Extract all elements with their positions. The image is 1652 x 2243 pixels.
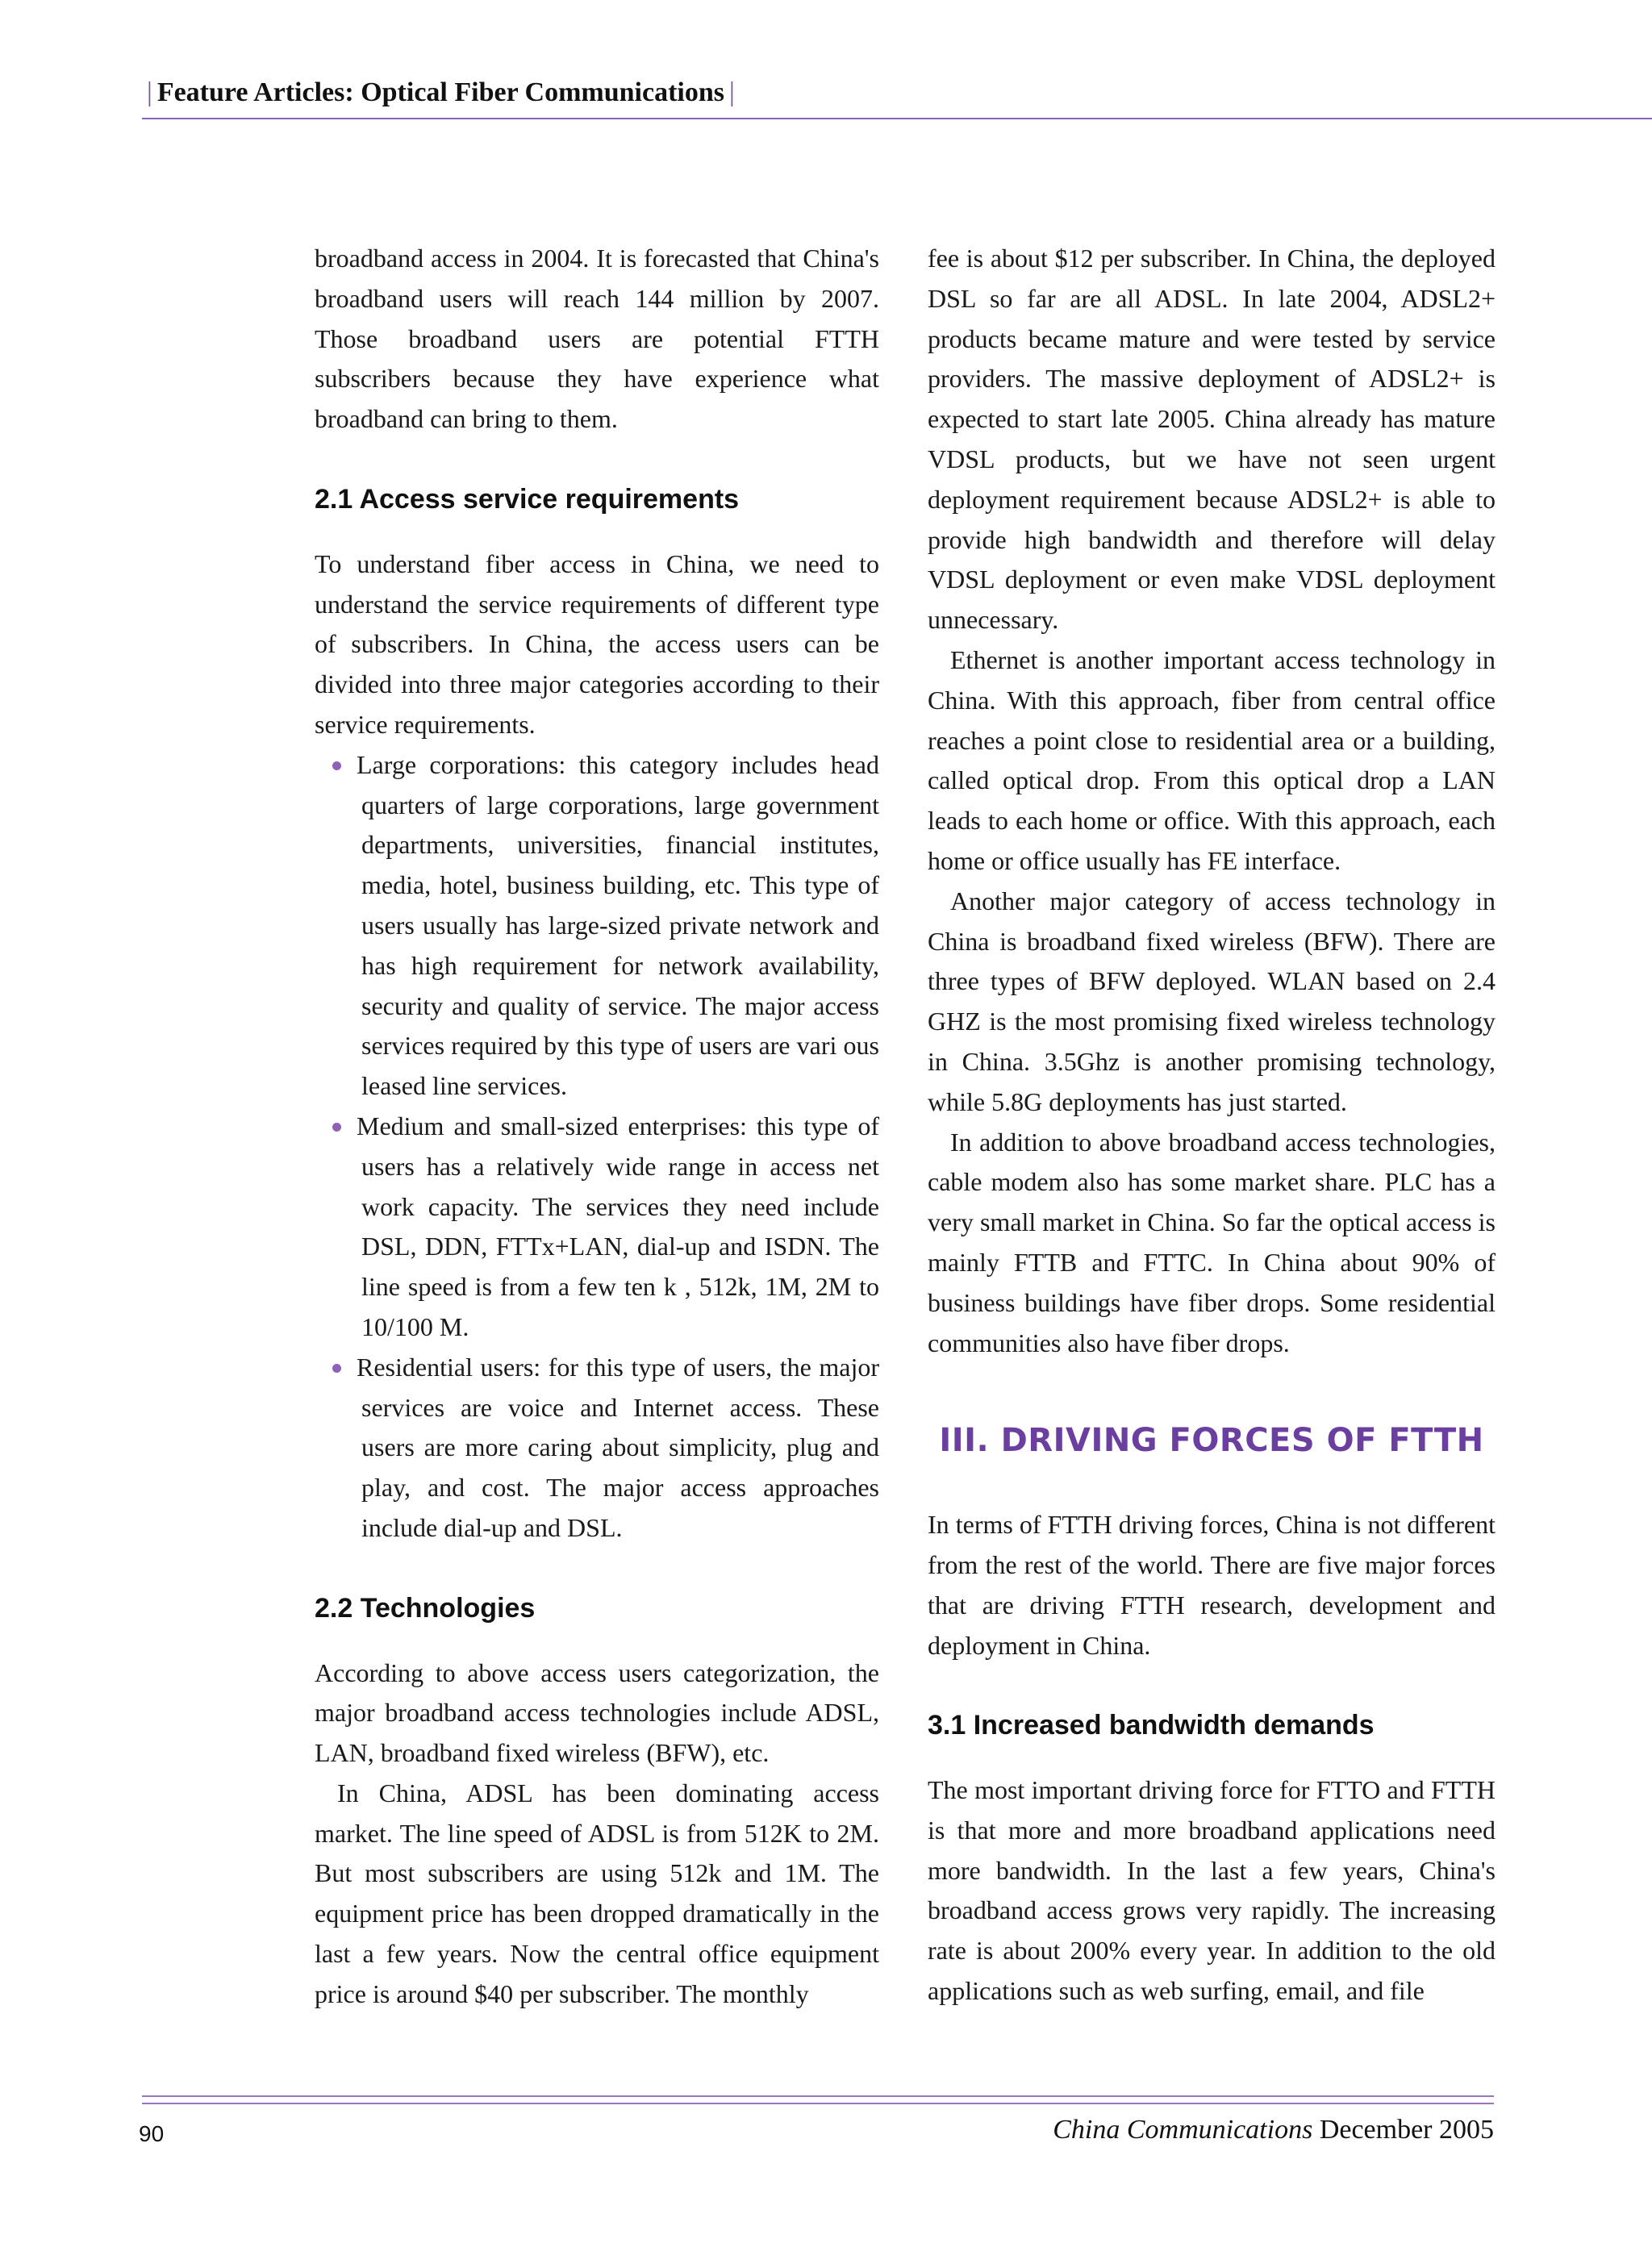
bullet-icon [332,1123,341,1132]
list-item [315,1107,879,1348]
footer-rule-top [142,2095,1494,2097]
issue-date: December 2005 [1319,2115,1494,2145]
technologies-paragraph: According to above access users categorization, the major broadband access technologies include ADSL, LAN, broadband fixed wireless (BFW), etc. [315,1657,879,1768]
driving-forces-paragraph: In terms of FTTH driving forces, China is not different from the rest of the world. There are five major forces that are driving FTTH research, development and deployment in China. [928,1510,1496,1660]
right-column [928,239,1496,2012]
list-item [315,1348,879,1549]
footer-rule-bottom [142,2103,1494,2104]
adsl-paragraph: In China, ADSL has been dominating access market. The line speed of ADSL is from 512K to 2M. But most subscribers are using 512k and 1M. The equipment price has been dropped dramatically in the last a few years. Now the central office equipment price is around $40 per subscriber. The monthly [315,1778,879,2008]
list-item-text: Large corporations: this category includes head quarters of large corporations, large government departments, universities, financial institutes, media, hotel, business building, etc. This type of users usually has large-sized private network and has high requirement for network availability, security and quality of service. The major access services required by this type of users are vari ous leased line services. [357,749,879,1101]
bullet-icon [332,1364,341,1373]
ethernet-paragraph: Ethernet is another important access technology in China. With this approach, fiber from central office reaches a point close to residential area or a building, called optical drop. From this optical drop a LAN leads to each home or office. With this approach, each home or office usually has FE interface. [928,644,1496,875]
list-item-text: Medium and small-sized enterprises: this type of users has a relatively wide range in access net work capacity. The services they need include DSL, DDN, FTTx+LAN, dial-up and ISDN. The line speed is from a few ten k , 512k, 1M, 2M to 10/100 M. [357,1111,879,1341]
header-title: Feature Articles: Optical Fiber Communications [156,77,725,107]
left-column [315,239,879,2015]
header-rule [142,118,1652,119]
intro-paragraph: broadband access in 2004. It is forecasted that China's broadband users will reach 144 million by 2007. Those broadband users are potential FTTH subscribers because they have experience what broadband can bring to them. [315,244,879,434]
journal-name: China Communications [1053,2115,1313,2145]
bullet-icon [332,761,341,770]
header-divider-right: | [729,77,735,107]
page-number: 90 [139,2121,165,2146]
header-divider-left: | [147,77,152,107]
section-title: III. DRIVING FORCES OF FTTH [939,1422,1484,1460]
other-tech-paragraph: In addition to above broadband access technologies, cable modem also has some market share. PLC has a very small market in China. So far the optical access is mainly FTTB and FTTC. In China about 90% of business buildings have fiber drops. Some residential communities also have fiber drops. [928,1127,1496,1357]
user-category-list [315,745,879,1549]
list-item [315,745,879,1107]
access-paragraph: To understand fiber access in China, we need to understand the service requirements of different type of subscribers. In China, the access users can be divided into three major categories according to their service requirements. [315,548,879,739]
bfw-paragraph: Another major category of access technology in China is broadband fixed wireless (BFW). There are three types of BFW deployed. WLAN based on 2.4 GHZ is the most promising fixed wireless technology in China. 3.5Ghz is another promising technology, while 5.8G deployments has just started. [928,886,1496,1116]
running-header [142,77,740,108]
list-item-text: Residential users: for this type of users, the major services are voice and Internet access. These users are more caring about simplicity, plug and play, and cost. The major access approaches include dial-up and DSL. [357,1352,879,1542]
bandwidth-paragraph: The most important driving force for FTTO and FTTH is that more and more broadband applications need more bandwidth. In the last a few years, China's broadband access grows very rapidly. The increasing rate is about 200% every year. In addition to the old applications such as web surfing, email, and file [928,1775,1496,2006]
heading-technologies: 2.2 Technologies [315,1592,536,1624]
heading-bandwidth: 3.1 Increased bandwidth demands [928,1710,1375,1741]
heading-access-service: 2.1 Access service requirements [315,483,740,515]
journal-footer [1053,2115,1494,2145]
dsl-paragraph: fee is about $12 per subscriber. In China, the deployed DSL so far are all ADSL. In late 2004, ADSL2+ products became mature and were tested by service providers. The massive deployment of ADSL2+ is expected to start late 2005. China already has mature VDSL products, but we have not seen urgent deployment requirement because ADSL2+ is able to provide high bandwidth and therefore will delay VDSL deployment or even make VDSL deployment unnecessary. [928,244,1496,635]
